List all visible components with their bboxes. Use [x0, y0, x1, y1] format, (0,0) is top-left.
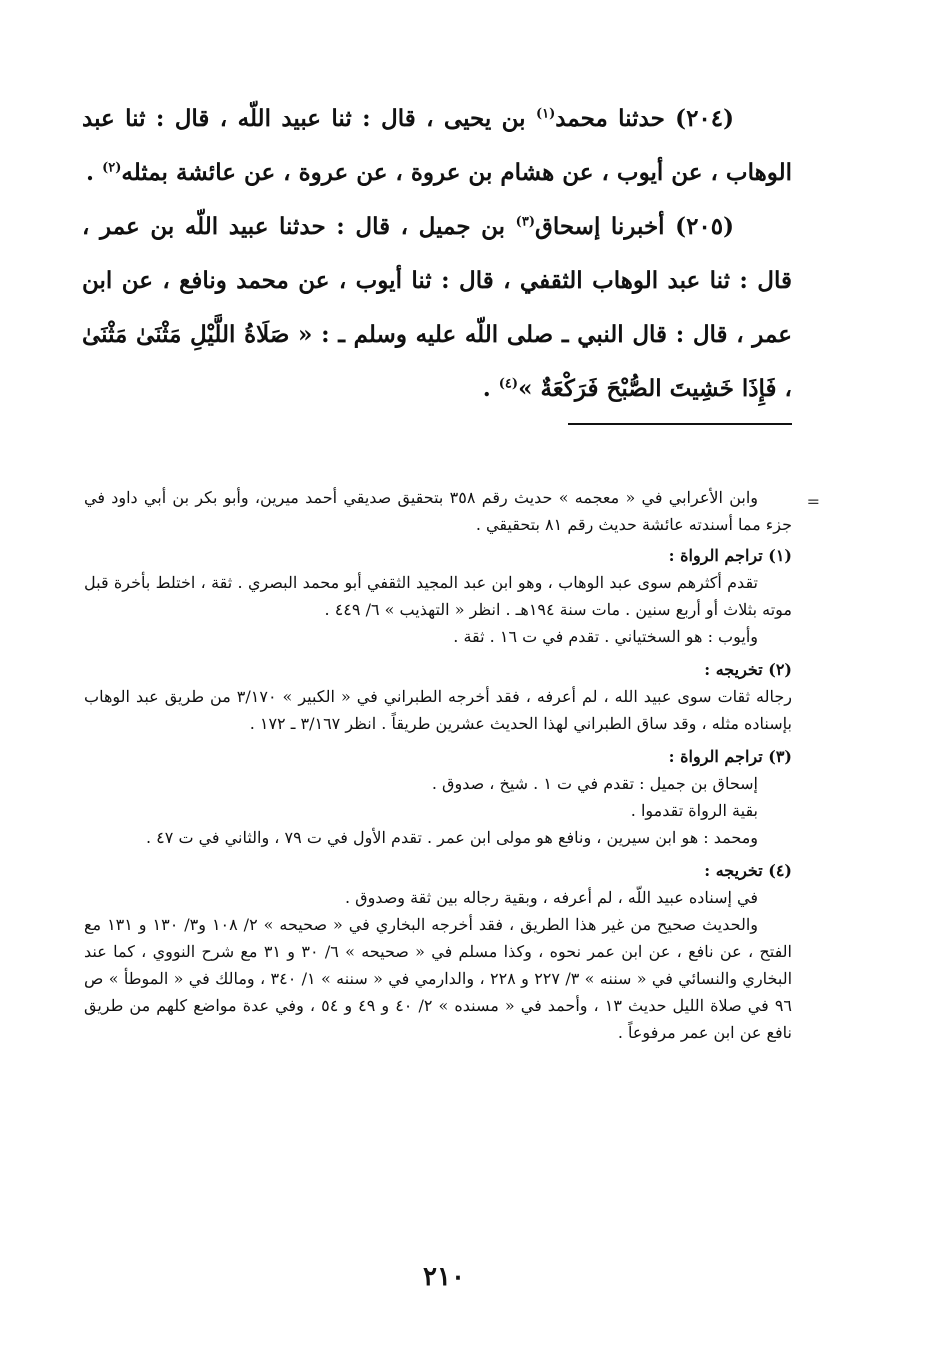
footnote-continuation: وابن الأعرابي في « معجمه » حديث رقم ٣٥٨ بتحقيق صديقي أحمد ميرين، وأبو بكر بن أبي داود في جزء مما أسندته عائشة حديث رقم ٨١ بتحقيقي . [84, 488, 792, 534]
footnote-separator [568, 423, 792, 425]
main-text [82, 92, 792, 416]
footnote-ref-2: (٢) [102, 160, 122, 176]
footnote-1-line: وأيوب : هو السختياني . تقدم في ت ١٦ . ثقة . [453, 627, 758, 646]
footnote-2-heading: (٢) تخريجه : [704, 660, 792, 679]
footnote-4-line: في إسناده عبيد اللّه ، لم أعرفه ، وبقية رجاله بين ثقة وصدوق . [344, 888, 758, 907]
footnote-1-heading: (١) تراجم الرواة : [668, 546, 792, 565]
footnote-3-heading: (٣) تراجم الرواة : [668, 747, 792, 766]
footnote-4-heading: (٤) تخريجه : [704, 861, 792, 880]
footnote-1-line: تقدم أكثرهم سوى عبد الوهاب ، وهو ابن عبد المجيد الثقفي أبو محمد البصري . ثقة ، اختلط بأخرة قبل موته بثلاث أو أربع سنين . مات سنة ١٩٤هـ . انظر « التهذيب » ٦/ ٤٤٩ . [84, 573, 792, 619]
footnote-4-line: والحديث صحيح من غير هذا الطريق ، فقد أخرجه البخاري في « صحيحه » ٢/ ١٠٨ و٣/ ١٣٠ و ١٣١ مع الفتح ، عن نافع ، عن ابن عمر نحوه ، وكذا مسلم في « صحيحه » ٦/ ٣٠ و ٣١ مع شرح النووي ، كما عند البخاري والنسائي في « سننه » ٣/ ٢٢٧ و ٢٢٨ ، والدارمي في « سننه » ١/ ٣٤٠ ، ومالك في « الموطأ » ص ٩٦ في صلاة الليل حديث ١٣ ، وأحمد في « مسنده » ٢/ ٤٠ و ٤٩ و ٥٤ ، وفي عدة مواضع كلهم من طريق نافع عن ابن عمر مرفوعاً . [84, 915, 793, 1042]
footnote-ref-1: (١) [535, 106, 556, 122]
page-number: ٢١٠ [423, 1262, 465, 1292]
footnote-2-line: رجاله ثقات سوى عبيد الله ، لم أعرفه ، فقد أخرجه الطبراني في « الكبير » ٣/١٧٠ من طريق عبد الوهاب بإسناده مثله ، وقد ساق الطبراني لهذا الحديث عشرين طريقاً . انظر ٣/١٦٧ ـ ١٧٢ . [84, 687, 792, 733]
hadith-204: (٢٠٤) حدثنا محمد$^{(١)}$ بن يحيى ، قال : ثنا عبيد اللّه ، قال : ثنا عبد الوهاب ، عن أيوب ، عن هشام بن عروة ، عن عروة ، عن عائشة بمثله$^{(٢)}$ . [82, 105, 792, 186]
footnote-ref-3: (٣) [515, 214, 535, 230]
footnotes [84, 484, 792, 1046]
page-number-container [0, 1262, 938, 1292]
footnote-3-line: بقية الرواة تقدموا . [630, 801, 758, 820]
continuation-mark: = [806, 492, 820, 511]
footnote-3-line: ومحمد : هو ابن سيرين ، ونافع هو مولى ابن عمر . تقدم الأول في ت ٧٩ ، والثاني في ت ٤٧ . [146, 828, 758, 847]
hadith-205: (٢٠٥) أخبرنا إسحاق$^{(٣)}$ بن جميل ، قال : حدثنا عبيد اللّه بن عمر ، قال : ثنا عبد الوهاب الثقفي ، قال : ثنا أيوب ، عن محمد ونافع ، عن ابن عمر ، قال : قال النبي ـ صلى اللّه عليه وسلم ـ : « صَلَاةُ اللَّيْلِ مَثْنَىٰ مَثْنَىٰ ، فَإِذَا خَشِيتَ الصُّبْحَ فَرَكْعَةٌ »$^{(٤)}$ . [82, 213, 792, 402]
footnote-ref-4: (٤) [498, 376, 519, 392]
footnote-3-line: إسحاق بن جميل : تقدم في ت ١ . شيخ ، صدوق . [431, 774, 758, 793]
